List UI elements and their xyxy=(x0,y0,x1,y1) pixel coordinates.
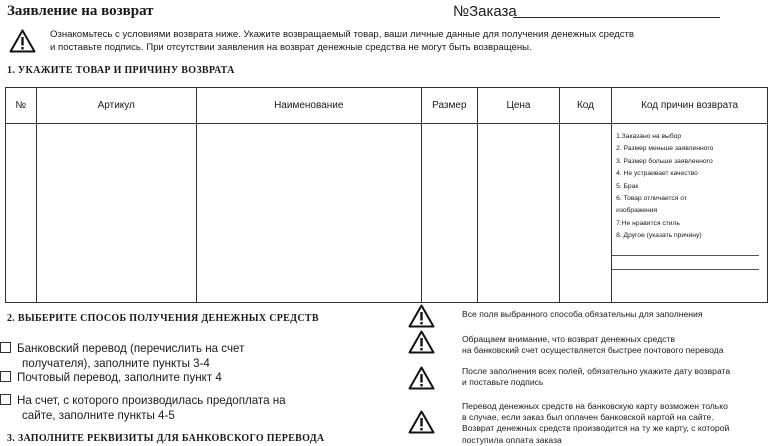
warning-icon xyxy=(408,304,435,328)
other-reason-line-2[interactable] xyxy=(612,269,759,270)
warning-icon xyxy=(408,366,435,390)
section-1-title: 1. УКАЖИТЕ ТОВАР И ПРИЧИНУ ВОЗВРАТА xyxy=(7,65,235,76)
reason-item-3: 3. Размер больше заявленного xyxy=(616,157,713,165)
return-items-table xyxy=(5,87,768,303)
reason-item-4: 4. Не устраивает качество xyxy=(616,170,698,178)
intro-line-2: и поставьте подпись. При отсутствии заявления на возврат денежные средства не могут быть возвращены. xyxy=(50,42,532,53)
warning-icon xyxy=(408,330,435,354)
cell-code[interactable] xyxy=(559,124,611,303)
col-size: Размер xyxy=(421,88,478,124)
section-2-title: 2. ВЫБЕРИТЕ СПОСОБ ПОЛУЧЕНИЯ ДЕНЕЖНЫХ СРЕДСТВ xyxy=(7,313,319,324)
note-bank-faster xyxy=(462,334,762,356)
note-1-line-1: Все поля выбранного способа обязательны для заполнения xyxy=(462,309,703,319)
bank-transfer-checkbox[interactable] xyxy=(0,342,11,353)
reason-list xyxy=(612,124,767,243)
option-prepaid-account-line1: На счет, с которого производилась предоплата на xyxy=(17,394,286,407)
option-bank-transfer-line2: получателя), заполните пункты 3-4 xyxy=(22,357,210,370)
reason-item-2: 2. Размер меньше заявленного xyxy=(616,145,714,153)
option-postal-transfer-line1: Почтовый перевод, заполните пункт 4 xyxy=(17,371,222,384)
note-card-refund xyxy=(462,401,762,446)
note-date-signature xyxy=(462,366,762,388)
page-title: Заявление на возврат xyxy=(7,3,154,19)
option-bank-transfer-line1: Банковский перевод (перечислить на счет xyxy=(17,342,245,355)
cell-price[interactable] xyxy=(478,124,560,303)
reason-codes-cell xyxy=(612,124,768,303)
reason-item-7: 7.Не нравится стиль xyxy=(616,219,680,227)
table-header-row xyxy=(6,88,768,124)
note-3-line-2: и поставьте подпись xyxy=(462,377,544,388)
note-4-line-3: Возврат денежных средств производится на ту же карту, с которой xyxy=(462,423,730,434)
intro-text xyxy=(50,28,670,54)
cell-name[interactable] xyxy=(196,124,421,303)
option-prepaid-account-line2: сайте, заполните пункты 4-5 xyxy=(22,409,175,422)
warning-icon xyxy=(408,410,435,434)
note-4-line-4: поступила оплата заказа xyxy=(462,434,562,445)
reason-item-6: 6. Товар отличается от xyxy=(616,195,687,203)
cell-number[interactable] xyxy=(6,124,37,303)
cell-size[interactable] xyxy=(421,124,478,303)
option-prepaid-account[interactable] xyxy=(0,393,286,423)
option-bank-transfer[interactable] xyxy=(0,341,244,371)
postal-transfer-checkbox[interactable] xyxy=(0,371,11,382)
col-article: Артикул xyxy=(36,88,196,124)
reason-item-1: 1.Заказано на выбор xyxy=(616,133,682,140)
warning-icon xyxy=(9,29,36,53)
option-postal-transfer[interactable] xyxy=(0,370,222,385)
reason-item-6-cont: изображения xyxy=(616,207,658,215)
col-code: Код xyxy=(559,88,611,124)
note-required-fields xyxy=(462,309,762,320)
note-2-line-2: на банковский счет осуществляется быстрее почтового перевода xyxy=(462,345,724,356)
col-name: Наименование xyxy=(196,88,421,124)
order-number-label: №Заказа xyxy=(453,3,517,20)
col-price: Цена xyxy=(478,88,560,124)
reason-item-5: 5. Брак xyxy=(616,182,639,190)
note-3-line-1: После заполнения всех полей, обязательно укажите дату возврата xyxy=(462,366,731,376)
section-3-title: 3. ЗАПОЛНИТЕ РЕКВИЗИТЫ ДЛЯ БАНКОВСКОГО ПЕРЕВОДА xyxy=(7,433,325,444)
col-number: № xyxy=(6,88,37,124)
prepaid-account-checkbox[interactable] xyxy=(0,394,11,405)
note-4-line-1: Перевод денежных средств на банковскую карту возможен только xyxy=(462,401,728,411)
order-number-field[interactable] xyxy=(513,17,720,18)
table-row xyxy=(6,124,768,303)
cell-article[interactable] xyxy=(36,124,196,303)
col-reason-code: Код причин возврата xyxy=(612,88,768,124)
intro-line-1: Ознакомьтесь с условиями возврата ниже. Укажите возвращаемый товар, ваши личные данные для получения денежных средств xyxy=(50,29,634,40)
reason-item-8: 8. Другое (указать причину) xyxy=(616,232,702,240)
note-4-line-2: в случае, если заказ был оплачен банковской картой на сайте. xyxy=(462,412,714,423)
other-reason-line-1[interactable] xyxy=(612,255,759,256)
note-2-line-1: Обращаем внимание, что возврат денежных средств xyxy=(462,334,675,344)
